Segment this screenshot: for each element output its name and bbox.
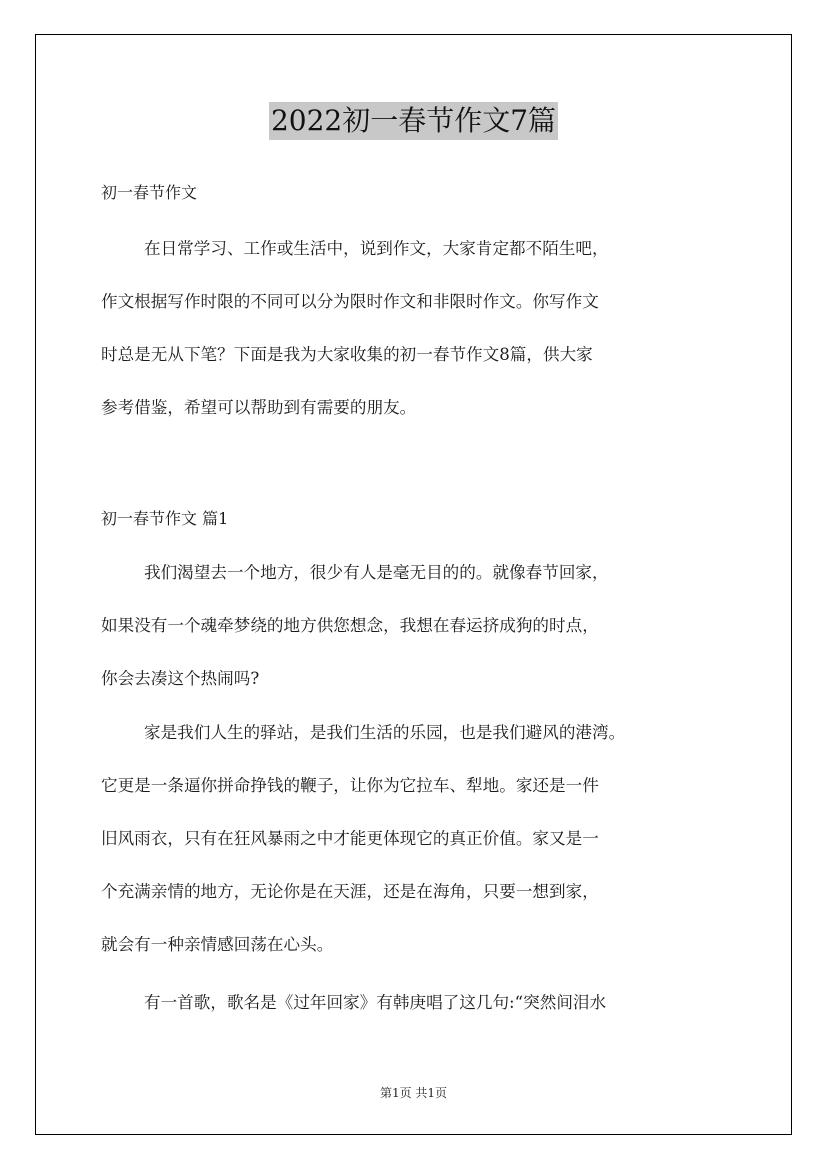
paragraph-3 [101, 976, 741, 1029]
paragraph-line: 我们渴望去一个地方，很少有人是毫无目的的。就像春节回家， [144, 563, 609, 582]
page-footer: 第1页 共1页 [379, 1086, 448, 1100]
document-title: 2022初一春节作文7篇 [269, 102, 558, 140]
paragraph-line: 个充满亲情的地方，无论你是在天涯，还是在海角，只要一想到家， [101, 882, 599, 901]
intro-line: 参考借鉴，希望可以帮助到有需要的朋友。 [101, 398, 417, 417]
paragraph-line: 旧风雨衣，只有在狂风暴雨之中才能更体现它的真正价值。家又是一 [101, 829, 599, 848]
intro-line: 在日常学习、工作或生活中，说到作文，大家肯定都不陌生吧， [144, 239, 609, 258]
intro-paragraph [101, 222, 741, 434]
title-container [0, 102, 827, 140]
paragraph-1 [101, 546, 741, 705]
paragraph-line: 如果没有一个魂牵梦绕的地方供您想念，我想在春运挤成狗的时点， [101, 616, 599, 635]
paragraph-2 [101, 706, 741, 971]
intro-line: 时总是无从下笔？下面是我为大家收集的初一春节作文8篇，供大家 [101, 345, 593, 364]
section-heading-part1: 初一春节作文 篇1 [101, 509, 229, 528]
intro-line: 作文根据写作时限的不同可以分为限时作文和非限时作文。你写作文 [101, 292, 599, 311]
section-heading-intro: 初一春节作文 [101, 183, 198, 202]
paragraph-line: 有一首歌，歌名是《过年回家》有韩庚唱了这几句:“突然间泪水 [144, 993, 607, 1012]
paragraph-line: 它更是一条逼你拼命挣钱的鞭子，让你为它拉车、犁地。家还是一件 [101, 776, 599, 795]
paragraph-line: 你会去凑这个热闹吗? [101, 669, 260, 688]
paragraph-line: 就会有一种亲情感回荡在心头。 [101, 935, 334, 954]
paragraph-line: 家是我们人生的驿站，是我们生活的乐园，也是我们避风的港湾。 [144, 723, 626, 742]
